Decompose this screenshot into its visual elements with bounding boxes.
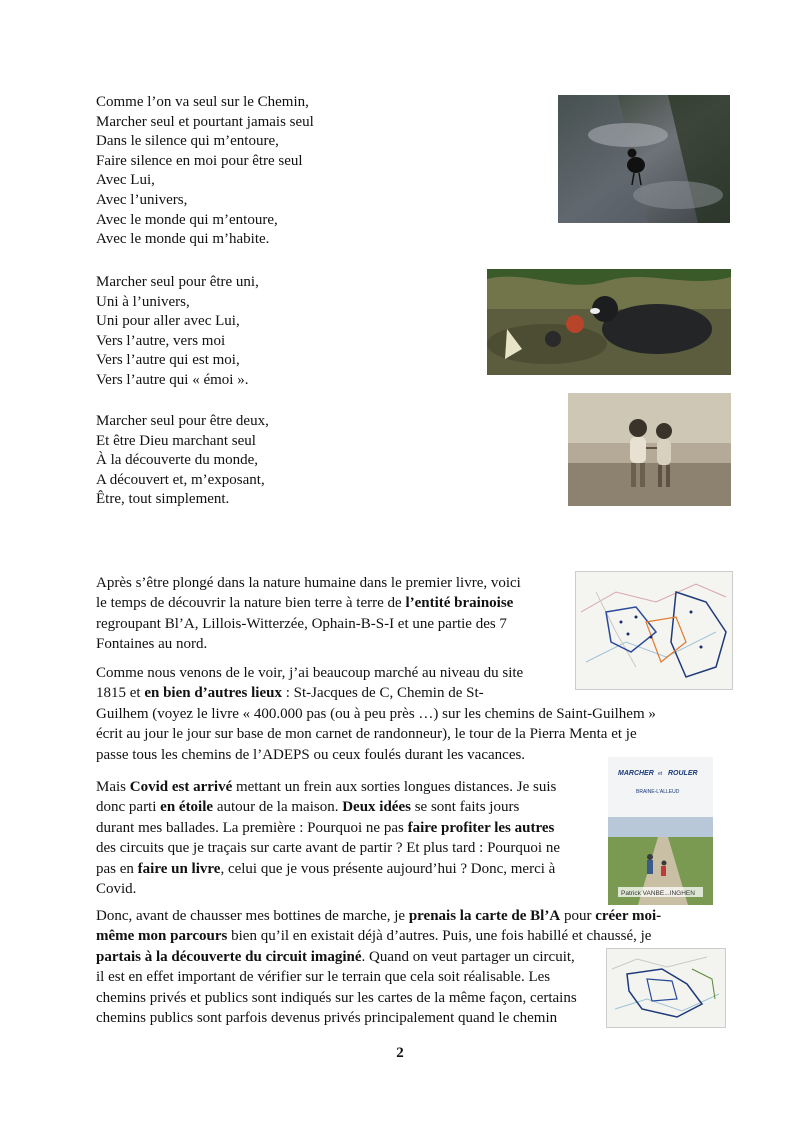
text-line: chemins privés et publics sont indiqués sur les cartes de la même façon, certains bbox=[96, 989, 577, 1006]
poem-line: Avec le monde qui m’entoure, bbox=[96, 211, 278, 228]
poem-line: Avec Lui, bbox=[96, 172, 155, 189]
text-run: pour bbox=[560, 908, 596, 924]
poem-stanza-2 bbox=[96, 273, 259, 391]
text-run: . Quand on veut partager un circuit, bbox=[361, 948, 575, 965]
text-line: passe tous les chemins de l’ADEPS ou ceux foulés durant les vacances. bbox=[96, 746, 526, 763]
text-run: : St-Jacques de C, Chemin de St- bbox=[281, 685, 484, 702]
photo-bird-on-path bbox=[558, 95, 730, 223]
cover-subtitle: BRAINE-L’ALLEUD bbox=[636, 789, 680, 795]
cover-author: Patrick VANBE...INGHEN bbox=[621, 890, 695, 897]
text-line: écrit au jour le jour sur base de mon carnet de randonneur), le tour de la Pierra Menta et je bbox=[96, 726, 637, 743]
text-line: Comme nous venons de le voir, j’ai beaucoup marché au niveau du site bbox=[96, 665, 524, 681]
bold-text: en bien d’autres lieux bbox=[144, 685, 282, 702]
text-run: Donc, avant de chausser mes bottines de marche, je bbox=[96, 908, 409, 924]
poem-line: Vers l’autre, vers moi bbox=[96, 332, 226, 349]
page-number: 2 bbox=[396, 1045, 404, 1061]
poem-line: À la découverte du monde, bbox=[96, 452, 259, 469]
map-thumbnail-small bbox=[606, 948, 726, 1028]
bold-text: partais à la découverte du circuit imaginé bbox=[96, 948, 362, 965]
text-run: bien qu’il en existait déjà d’autres. Puis, une fois habillé et chaussé, je bbox=[227, 928, 652, 945]
text-line: il est en effet important de vérifier sur le terrain que cela soit réalisable. Les bbox=[96, 969, 551, 986]
text-line: des circuits que je traçais sur carte avant de partir ? Et plus tard : Pourquoi ne bbox=[96, 840, 561, 857]
bold-text: prenais la carte de Bl’A bbox=[408, 908, 561, 924]
text-run: le temps de découvrir la nature bien terre à terre de bbox=[96, 595, 406, 612]
poem-stanza-1 bbox=[96, 93, 314, 250]
poem-stanza-3 bbox=[96, 412, 269, 510]
text-line: Covid. bbox=[96, 881, 137, 898]
bold-text: faire un livre bbox=[137, 860, 221, 877]
photo-children-walking bbox=[568, 393, 731, 506]
poem-line: Faire silence en moi pour être seul bbox=[96, 152, 303, 169]
bold-text: en étoile bbox=[160, 799, 214, 816]
poem-line: Dans le silence qui m’entoure, bbox=[96, 133, 279, 150]
text-line: Fontaines au nord. bbox=[96, 636, 208, 653]
poem-line: Comme l’on va seul sur le Chemin, bbox=[96, 94, 309, 110]
book-cover bbox=[608, 757, 713, 905]
bold-text: Deux idées bbox=[342, 799, 411, 816]
poem-line: Avec le monde qui m’habite. bbox=[96, 231, 270, 248]
text-run: Mais bbox=[96, 779, 130, 795]
bold-text: Covid est arrivé bbox=[129, 779, 233, 795]
poem-line: Marcher seul et pourtant jamais seul bbox=[96, 113, 314, 130]
poem-line: Uni pour aller avec Lui, bbox=[96, 313, 240, 330]
cover-title-2: ROULER bbox=[668, 770, 698, 777]
bold-text: faire profiter les autres bbox=[407, 819, 555, 836]
poem-line: Être, tout simplement. bbox=[96, 491, 230, 508]
poem-line: Avec l’univers, bbox=[96, 191, 188, 208]
text-run: pas en bbox=[96, 860, 138, 877]
text-line: chemins publics sont parfois devenus privés principalement quand le chemin bbox=[96, 1010, 558, 1027]
poem-line: Vers l’autre qui « émoi ». bbox=[96, 371, 249, 388]
cover-title-and: et bbox=[658, 771, 663, 777]
text-run: 1815 et bbox=[96, 685, 145, 702]
text-line: Guilhem (voyez le livre « 400.000 pas (ou à peu près …) sur les chemins de Saint-Guilhem » bbox=[96, 705, 656, 722]
poem-line: Marcher seul pour être uni, bbox=[96, 274, 259, 290]
bold-text: créer moi- bbox=[595, 908, 662, 924]
paragraph-method bbox=[96, 906, 661, 1028]
text-run: se sont faits jours bbox=[410, 799, 520, 816]
poem-line: Uni à l’univers, bbox=[96, 293, 190, 310]
bold-text: l’entité brainoise bbox=[405, 595, 514, 612]
bold-text: même mon parcours bbox=[96, 928, 228, 945]
text-run: mettant un frein aux sorties longues distances. Je suis bbox=[232, 779, 557, 795]
poem-line: Marcher seul pour être deux, bbox=[96, 413, 269, 429]
text-line: Après s’être plongé dans la nature humaine dans le premier livre, voici bbox=[96, 575, 521, 591]
text-line: regroupant Bl’A, Lillois-Witterzée, Ophain-B-S-I et une partie des 7 bbox=[96, 615, 507, 632]
photo-coot-with-chicks bbox=[487, 269, 731, 375]
poem-line: Et être Dieu marchant seul bbox=[96, 432, 256, 449]
paragraph-covid bbox=[96, 777, 560, 899]
paragraph-walks bbox=[96, 663, 656, 765]
cover-title-1: MARCHER bbox=[618, 770, 654, 777]
poem-line: A découvert et, m’exposant, bbox=[96, 471, 265, 488]
text-run: durant mes ballades. La première : Pourquoi ne pas bbox=[96, 819, 408, 836]
text-run: , celui que je vous présente aujourd’hui ? Donc, merci à bbox=[220, 860, 556, 877]
paragraph-intro bbox=[96, 573, 521, 655]
poem-line: Vers l’autre qui est moi, bbox=[96, 352, 240, 369]
text-run: autour de la maison. bbox=[213, 799, 343, 816]
text-run: donc parti bbox=[96, 799, 161, 816]
